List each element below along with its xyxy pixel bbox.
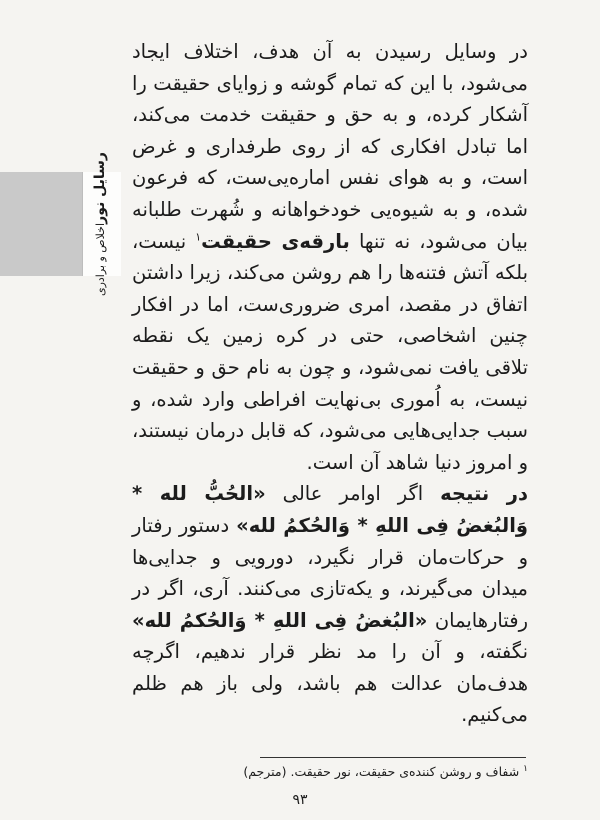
side-tab-shade bbox=[0, 172, 82, 276]
p1-bold-term: بارقه‌ی حقیقت bbox=[201, 229, 350, 253]
series-title: رسایل نور bbox=[92, 151, 109, 224]
page-number: ۹۳ bbox=[292, 792, 308, 808]
p2-sentence-3: نگفته، و آن را مد نظر قرار ندهیم، اگرچه هدف‌مان عدالت هم باشد، ولی باز هم ظلم می‌کنیم. bbox=[132, 640, 528, 727]
p2-lead: در نتیجه bbox=[440, 482, 528, 506]
p1-sentence-1: در وسایل رسیدن به آن هدف، اختلاف ایجاد می‌شود، با این که تمام گوشه و زوایای حقیقت را آشکار کرده، و به حق و حقیقت خدمت می‌کند، اما تبادل افکاری که از روی طرفداری و غرض است، و به هوای نفس اماره‌یی‌ست، که فرعون شده، و به شیوه‌یی خودخواهانه و شُهرت طلبانه بیان می‌شود، نه تنها bbox=[132, 40, 528, 253]
p2-quote-2: «البُغضُ فِی اللهِ * وَالحُکمُ لله» bbox=[132, 608, 428, 632]
p2-sentence-2: دستور رفتار و حرکات‌مان قرار نگیرد، دورویی و جدایی‌ها میدان می‌گیرند، و یکه‌تازی می‌کنند. آری، اگر در رفتارهایمان bbox=[132, 513, 528, 632]
p2-quote-1: «الحُبُّ لله * وَالبُغضُ فِی اللهِ * وَالحُکمُ لله» bbox=[132, 482, 528, 537]
footnote-text: شفاف و روشن کننده‌ی حقیقت، نور حقیقت. (مترجم) bbox=[243, 764, 524, 780]
p2-sentence-1: اگر اوامر عالی bbox=[265, 482, 441, 506]
footnote bbox=[132, 764, 528, 779]
p1-sentence-2: نیست، بلکه آتش فتنه‌ها را هم روشن می‌کند، زیرا داشتن اتفاق در مقصد، امری ضروری‌ست، اما در افکار چنین اشخاصی، حتی در کره زمین یک نقطه تلاقی یافت نمی‌شود، و چون به نام حق و حقیقت نیست، به اُموری بی‌نهایت افراطی وارد شده، و سبب جدایی‌هایی می‌شود، که قابل درمان نیستند، و امروز دنیا شاهد آن است. bbox=[132, 229, 528, 474]
footnote-divider bbox=[260, 757, 526, 758]
footnote-ref: ۱ bbox=[195, 230, 202, 244]
chapter-title: اخلاص و برادری bbox=[93, 223, 107, 297]
side-tab-text bbox=[82, 151, 120, 297]
body-text bbox=[132, 36, 528, 731]
footnote-number: ۱ bbox=[523, 764, 528, 774]
paragraph-1 bbox=[132, 36, 528, 478]
paragraph-2 bbox=[132, 478, 528, 731]
